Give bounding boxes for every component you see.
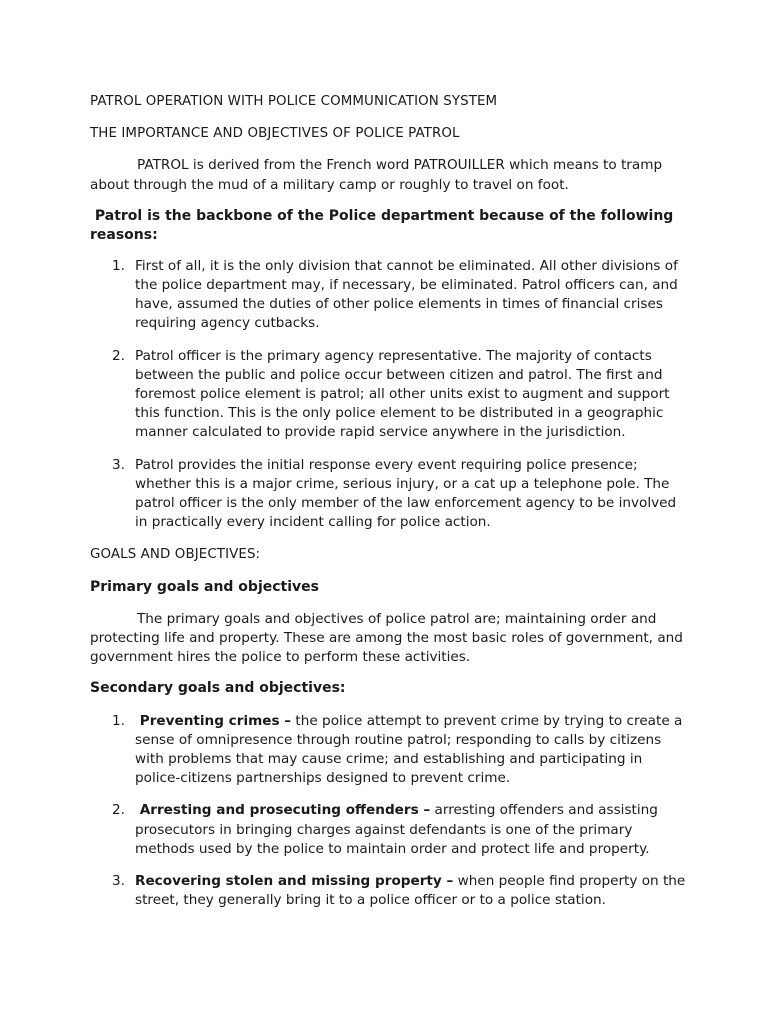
document-title: PATROL OPERATION WITH POLICE COMMUNICATION SYSTEM (90, 94, 498, 109)
list-item-term: Arresting and prosecuting offenders – (135, 802, 431, 819)
list-item-text: Patrol provides the initial response every event requiring police presence; whether this is a major crime, serious injury, or a cat up a telephone pole. The patrol officer is the only member of the law enforcement agency to be involved in practically every incident calling for police action. (135, 456, 677, 531)
secondary-goals-heading: Secondary goals and objectives: (90, 680, 346, 697)
list-item-text: when people find property on the street, they generally bring it to a police officer or to a police station. (135, 873, 686, 909)
list-item-term: Recovering stolen and missing property – (135, 873, 454, 890)
list-number: 2. (112, 347, 125, 364)
section-title: THE IMPORTANCE AND OBJECTIVES OF POLICE PATROL (90, 126, 460, 142)
list-number: 1. (112, 257, 125, 274)
primary-goals-heading: Primary goals and objectives (90, 578, 319, 595)
list-number: 3. (112, 456, 125, 473)
list-number: 2. (112, 802, 125, 819)
list-item (90, 347, 690, 443)
list-item-text: arresting offenders and assisting prosecutors in bringing charges against defendants is one of the primary methods used by the police to maintain order and protect life and property. (135, 802, 658, 857)
goals-heading: GOALS AND OBJECTIVES: (90, 547, 261, 563)
primary-goals-paragraph: The primary goals and objectives of police patrol are; maintaining order and protecting life and property. These are among the most basic roles of government, and government hires the police to perform these activities. (90, 610, 683, 666)
list-item (90, 257, 690, 334)
list-item (90, 801, 690, 859)
list-number: 1. (112, 712, 125, 729)
secondary-goals-list (90, 712, 690, 911)
reasons-list (90, 257, 690, 533)
list-item (90, 872, 690, 910)
document-page (90, 92, 690, 924)
list-item (90, 712, 690, 789)
list-number: 3. (112, 873, 125, 890)
list-item-text: the police attempt to prevent crime by trying to create a sense of omnipresence through routine patrol; responding to calls by citizens with problems that may cause crime; and establishing and participating in police-citizens partnerships designed to prevent crime. (135, 712, 683, 787)
list-item (90, 456, 690, 533)
backbone-heading: Patrol is the backbone of the Police department because of the following reasons: (90, 207, 679, 244)
list-item-text: First of all, it is the only division that cannot be eliminated. All other divisions of the police department may, if necessary, be eliminated. Patrol officers can, and have, assumed the duties of other police elements in times of financial crises requiring agency cutbacks. (135, 257, 678, 332)
intro-paragraph: PATROL is derived from the French word PATROUILLER which means to tramp about through the mud of a military camp or roughly to travel on foot. (90, 157, 663, 193)
list-item-term: Preventing crimes – (135, 712, 292, 729)
list-item-text: Patrol officer is the primary agency representative. The majority of contacts between the public and police occur between citizen and patrol. The first and foremost police element is patrol; all other units exist to augment and support this function. This is the only police element to be distributed in a geographic manner calculated to provide rapid service anywhere in the jurisdiction. (135, 347, 670, 441)
